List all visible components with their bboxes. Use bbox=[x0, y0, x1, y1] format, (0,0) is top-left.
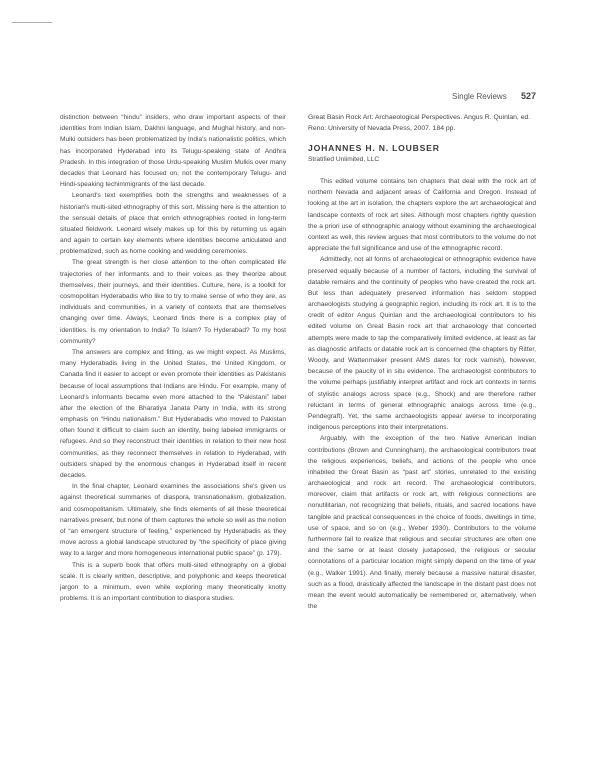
reviewer-affiliation: Stratified Unlimited, LLC bbox=[308, 156, 380, 163]
paragraph: Arguably, with the exception of the two Native American Indian contributions (Brown and Cunningham), the archaeological contributors treat the religious experiences, beliefs, and actions of the people who once inhabited the Great Basin as “past art” stories, unrelated to the existing archaeological and rock art record. The archaeological contributors, moreover, claim that artifacts or rock art, with religious connections are nonutilitarian, not recognizing that beliefs, rituals, and sacred locations have tangible and practical consequences in the choice of foods, dwellings in time, use of space, and so on (e.g., Weber 1930). Contributors to the volume furthermore fail to realize that religious and secular structures are often one and the same or at least closely juxtaposed, the religious or secular connotations of a particular location might simply depend on the time of year (e.g., Walker 1991). And finally, merely because a massive natural disaster, such as a flood, drastically affected the landscape in the distant past does not mean the event would automatically be remembered or, alternatively, when the bbox=[308, 435, 536, 611]
paragraph: distinction between “hindu” insiders, who draw important aspects of their identities from Indian Islam, Dakhni language, and Mughal history, and non-Mulki outsiders has been problematized by India's nationalistic politics, which has incorporated Hyderabad into its Telugu-speaking state of Andhra Pradesh. In this integration of those Urdu-speaking Muslim Mulkis over many decades that Leonard has focused on, not the contemporary Telugu- and Hindi-speaking techimmigrants of the last decade. bbox=[60, 114, 286, 189]
left-column bbox=[60, 112, 286, 742]
running-head-section: Single Reviews bbox=[452, 92, 507, 101]
paragraph: Admittedly, not all forms of archaeological or ethnographic evidence have preserved equally because of a number of factors, including the survival of datable remains and the continuity of peoples who have created the rock art. But less than adequately preserved information has seldom stopped archaeologists studying a geographic region, including its rock art. It is to the credit of editor Angus Quinlan and the archaeological contributors to his edited volume on Great Basin rock art that archaeology that concerted attempts were made to tap the comparatively limited evidence, at least as far as diagnostic artifacts or datable rock art is concerned (the chapters by Ritter, Woody, and Wattenmaker present AMS dates for rock varnish), however, because of the paucity of in situ evidence. The archaeologist contributors to the volume perhaps justifiably interpret artifact and rock art contexts in terms of stylistic analogs across space (e.g., Shock) and are therefore rather reluctant in terms of general ethnographic analogs across time (e.g., Pendegraft). Yet, the same archaeologists appear averse to incorporating indigenous perceptions into their interpretations. bbox=[308, 256, 536, 432]
paragraph: In the final chapter, Leonard examines the associations she's given us against theoretical summaries of diaspora, transnationalism, globalization, and cosmopolitanism. Ultimately, she finds elements of all these theoretical narratives present, but none of them captures the whole so well as the notion of “an emergent structure of feeling,” experienced by Hyderabadis as they move across a global landscape structured by “the specificity of place giving way to a larger and more homogeneous international public space” (p. 179). bbox=[60, 483, 286, 558]
page-number: 527 bbox=[521, 91, 537, 101]
running-head bbox=[0, 92, 600, 106]
paragraph: This edited volume contains ten chapters that deal with the rock art of northern Nevada and adjacent areas of California and Oregon. Instead of looking at the art in isolation, the chapters explore the art archaeological and landscape contexts of rock art sites. Although most chapters rightly question the a priori use of ethnographic analogy without examining the archaeological context as well, this review argues that most contributors to the volume do not appreciate the full significance and use of the ethnographic record. bbox=[308, 178, 536, 253]
book-citation: Great Basin Rock Art: Archaeological Perspectives. Angus R. Quinlan, ed. Reno: University of Nevada Press, 2007. 184 pp. bbox=[308, 114, 531, 132]
reviewer-name: JOHANNES H. N. LOUBSER bbox=[308, 143, 440, 153]
corner-scan-mark bbox=[12, 22, 52, 23]
right-column bbox=[308, 112, 536, 742]
paragraph: The answers are complex and fitting, as we might expect. As Muslims, many Hyderabadis living in the United States, the United Kingdom, or Canada find it easier to accept or even promote their identities as Pakistanis because of local assumptions that Indians are Hindu. For example, many of Leonard's informants became even more attached to the “Pakistani” label after the election of the Bharatiya Janata Party in India, with its strong emphasis on “Hindu nationalism.” But Hyderabadis who moved to Pakistan often found it difficult to claim such an identity, being labeled immigrants or refugees. And so they reconstruct their identities in relation to their new host communities, as they reconnect themselves in relation to Hyderabad, with outsiders shaped by the enormous changes in Hyderabad itself in recent decades. bbox=[60, 348, 286, 479]
paragraph: This is a superb book that offers multi-sited ethnography on a global scale. It is clearly written, descriptive, and polyphonic and keeps theoretical jargon to a minimum, even while exploring many theoretically knotty problems. It is an important contribution to diaspora studies. bbox=[60, 561, 286, 603]
paragraph: The great strength is her close attention to the often complicated life trajectories of her informants and to their voices as they theorize about themselves, their journeys, and their identities. Culture, here, is a toolkit for cosmopolitan Hyderabadis who like to try to make sense of who they are, as individuals and communities, in a variety of contexts that are themselves changing over time. Always, Leonard finds there is a complex play of identities. Is my orientation to India? To Islam? To Hyderabad? To my host community? bbox=[60, 259, 286, 345]
paragraph: Leonard's text exemplifies both the strengths and weaknesses of a historian's multi-sited ethnography of this sort. Missing here is the attention to the sensual details of place that enrich ethnographies rooted in long-term situated fieldwork. Leonard wisely makes up for this by returning us again and again to certain key elements where identities become articulated and problematized, such as home cooking and wedding ceremonies. bbox=[60, 192, 286, 256]
